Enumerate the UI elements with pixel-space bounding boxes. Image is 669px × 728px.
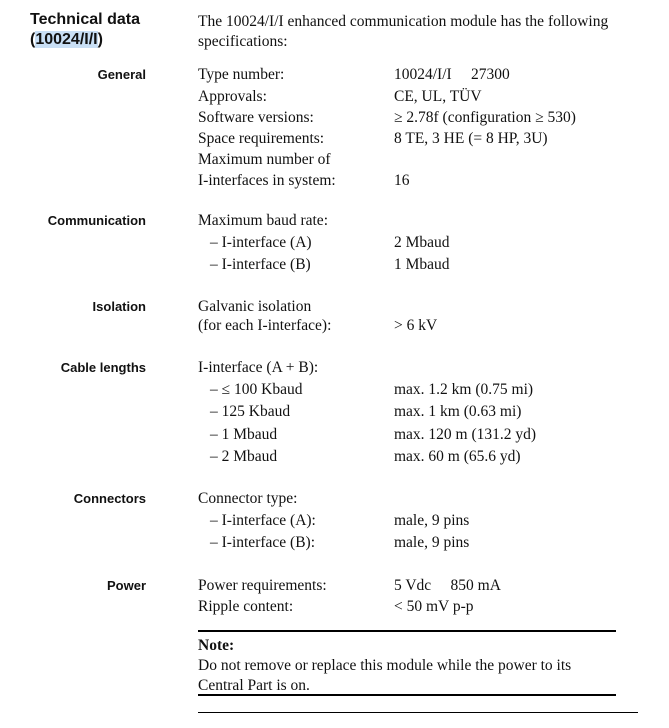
- spec-label: Ripple content:: [198, 598, 294, 615]
- spec-row: [198, 575, 638, 597]
- spec-row: [198, 64, 638, 86]
- spec-row: [198, 596, 638, 618]
- spec-value: 5 Vdc 850 mA: [394, 577, 501, 594]
- spec-label: Space requirements:: [198, 130, 325, 147]
- spec-row: [198, 170, 638, 192]
- spec-row: [198, 254, 638, 276]
- spec-row: [198, 401, 638, 423]
- spec-value: 10024/I/I 27300: [394, 66, 510, 83]
- spec-row: [198, 379, 638, 401]
- spec-label: – ≤ 100 Kbaud: [210, 381, 303, 398]
- spec-row: [198, 488, 638, 510]
- spec-row: [198, 532, 638, 554]
- spec-label: Approvals:: [198, 88, 267, 105]
- spec-row: [198, 232, 638, 254]
- spec-row: [198, 510, 638, 532]
- spec-value: < 50 mV p-p: [394, 598, 474, 615]
- spec-row: [198, 107, 638, 129]
- section-heading: [30, 10, 140, 50]
- spec-value: ≥ 2.78f (configuration ≥ 530): [394, 109, 576, 126]
- spec-value: 16: [394, 172, 410, 189]
- note-top-rule: [198, 630, 616, 632]
- spec-row: [198, 128, 638, 150]
- note-bottom-rule: [198, 694, 616, 696]
- spec-label: (for each I-interface):: [198, 317, 332, 334]
- spec-value: max. 60 m (65.6 yd): [394, 448, 521, 465]
- note-heading: Note:: [198, 637, 235, 654]
- spec-label: Maximum baud rate:: [198, 212, 328, 229]
- spec-row: [198, 86, 638, 108]
- spec-label: – I-interface (A):: [210, 512, 316, 529]
- section-label-communication: Communication: [47, 213, 146, 228]
- spec-label: Type number:: [198, 66, 285, 83]
- spec-value: 1 Mbaud: [394, 256, 450, 273]
- spec-label: Maximum number of: [198, 151, 331, 168]
- spec-label: – I-interface (B):: [210, 534, 315, 551]
- note-text: Do not remove or replace this module while the power to its Central Part is on.: [198, 657, 572, 694]
- spec-value: CE, UL, TÜV: [394, 88, 482, 105]
- section-label-connectors: Connectors: [73, 491, 146, 506]
- heading-line-2: (10024/I/I): [30, 31, 103, 48]
- spec-label: Connector type:: [198, 490, 298, 507]
- section-label-general: General: [97, 67, 146, 82]
- spec-row: [198, 210, 638, 232]
- page-bottom-rule: [198, 712, 638, 713]
- spec-value: max. 120 m (131.2 yd): [394, 426, 537, 443]
- spec-value: 2 Mbaud: [394, 234, 450, 251]
- section-label-power: Power: [106, 578, 146, 593]
- spec-value: > 6 kV: [394, 317, 438, 334]
- spec-label: – 2 Mbaud: [210, 448, 278, 465]
- section-label-cable-lengths: Cable lengths: [60, 360, 146, 375]
- section-label-isolation: Isolation: [92, 299, 146, 314]
- spec-value: max. 1.2 km (0.75 mi): [394, 381, 534, 398]
- spec-label: – I-interface (A): [210, 234, 312, 251]
- spec-row: [198, 357, 638, 379]
- spec-row: [198, 315, 638, 337]
- spec-row: [198, 424, 638, 446]
- spec-value: 8 TE, 3 HE (= 8 HP, 3U): [394, 130, 548, 147]
- spec-label: – 1 Mbaud: [210, 426, 278, 443]
- spec-value: max. 1 km (0.63 mi): [394, 403, 522, 420]
- spec-label: Software versions:: [198, 109, 314, 126]
- spec-value: male, 9 pins: [394, 512, 470, 529]
- note-box: [198, 636, 618, 696]
- spec-label: – 125 Kbaud: [210, 403, 291, 420]
- spec-label: – I-interface (B): [210, 256, 311, 273]
- spec-row: [198, 446, 638, 468]
- spec-value: male, 9 pins: [394, 534, 470, 551]
- intro-text: The 10024/I/I enhanced communication module has the following specifications:: [198, 13, 609, 50]
- spec-label: I-interfaces in system:: [198, 172, 336, 189]
- spec-label: I-interface (A + B):: [198, 359, 319, 376]
- spec-label: Galvanic isolation: [198, 298, 312, 315]
- module-code-highlighted[interactable]: 10024/I/I: [35, 31, 98, 48]
- heading-line-1: Technical data: [30, 11, 140, 28]
- spec-row: [198, 149, 638, 171]
- spec-label: Power requirements:: [198, 577, 327, 594]
